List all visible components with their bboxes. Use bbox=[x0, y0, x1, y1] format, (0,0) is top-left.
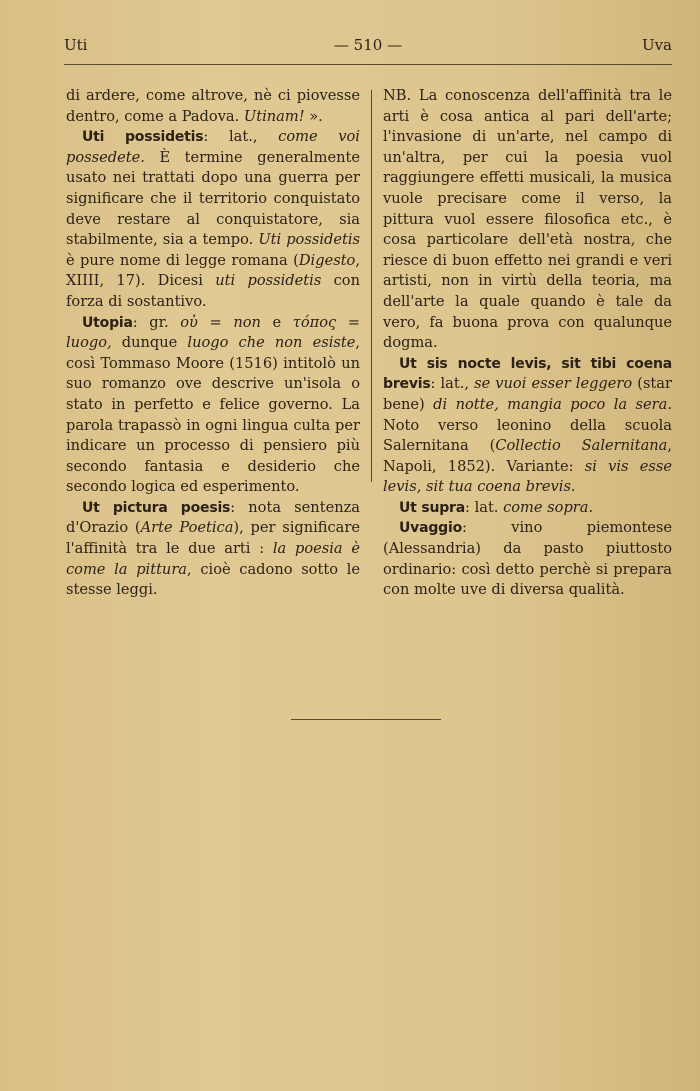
entry-uvaggio: Uvaggio: vino piemontese (Alessandria) da pasto piuttosto ordinario: così detto perchè si prepara con molte uve di diversa qualità. bbox=[383, 519, 672, 599]
entry-utopia: Utopia: gr. οὐ = non e τόπος = luogo, dunque luogo che non esiste, così Tommaso Moore (1516) intitolò un suo romanzo ove descrive un'isola o stato in perfetto e felice governo. La parola trapassò in ogni lingua culta per indicare un processo di pensiero più secondo fantasia e desiderio che secondo logica ed esperimento. bbox=[66, 313, 361, 496]
entry-uti-possidetis: Uti possidetis: lat., come voi possedete. È termine generalmente usato nei trattati dopo una guerra per significare che il territorio conquistato deve restare al conquistatore, sia stabilmente, sia a tempo. Uti possidetis è pure nome di legge romana (Digesto, XIIII, 17). Dicesi uti possidetis con forza di sostantivo. bbox=[66, 128, 360, 310]
entry-term: Ut pictura poesis bbox=[82, 499, 231, 516]
entry-nota-bene: NB. La conoscenza dell'affinità tra le arti è cosa antica al pari dell'arte; l'invasione di un'arte, nel campo di un'altra, per cui la poesia vuol raggiungere effetti musicali, la musica vuole precisare come il verso, la pittura vuol essere filosofica etc., è cosa particolare dell'età nostra, che riesce di buon effetto nei grandi e veri artisti, non in virtù della teoria, ma dell'arte la quale quando è tale da vero, fa buona prova con qualunque dogma. bbox=[383, 87, 672, 352]
header-rule bbox=[64, 64, 672, 65]
entry-term: Ut supra bbox=[399, 499, 466, 516]
page-number: — 510 — bbox=[333, 36, 403, 54]
entry-ut-pictura-poesis: Ut pictura poesis: nota sentenza d'Orazio (Arte Poetica), per significare l'affinità tra le due arti : la poesia è come la pittura, cioè cadono sotto le stesse leggi. bbox=[66, 498, 360, 599]
right-column bbox=[383, 86, 672, 601]
header-left-word: Uti bbox=[64, 36, 88, 54]
entry-term: Ut sis nocte levis, sit tibi coena brevis bbox=[383, 355, 672, 393]
entry-term: Uti possidetis bbox=[82, 129, 204, 146]
entry-ut-supra: Ut supra: lat. come sopra. bbox=[399, 498, 594, 516]
entry-ut-sis-nocte-levis: Ut sis nocte levis, sit tibi coena brevis: lat., se vuoi esser leggero (star bene) di notte, mangia poco la sera. Noto verso leonino della scuola Salernitana (Collectio Salernitana, Napoli, 1852). Variante: si vis esse levis, sit tua coena brevis. bbox=[383, 355, 673, 496]
header-right-word: Uva bbox=[641, 36, 672, 54]
end-rule bbox=[291, 719, 441, 720]
entry-term: Uvaggio bbox=[399, 520, 463, 537]
left-column bbox=[66, 86, 360, 601]
running-header bbox=[64, 36, 672, 58]
entry-continuation: di ardere, come altrove, nè ci piovesse dentro, come a Padova. Utinam! ». bbox=[66, 87, 360, 125]
entry-term: Utopia bbox=[82, 314, 133, 331]
column-divider bbox=[371, 90, 372, 482]
